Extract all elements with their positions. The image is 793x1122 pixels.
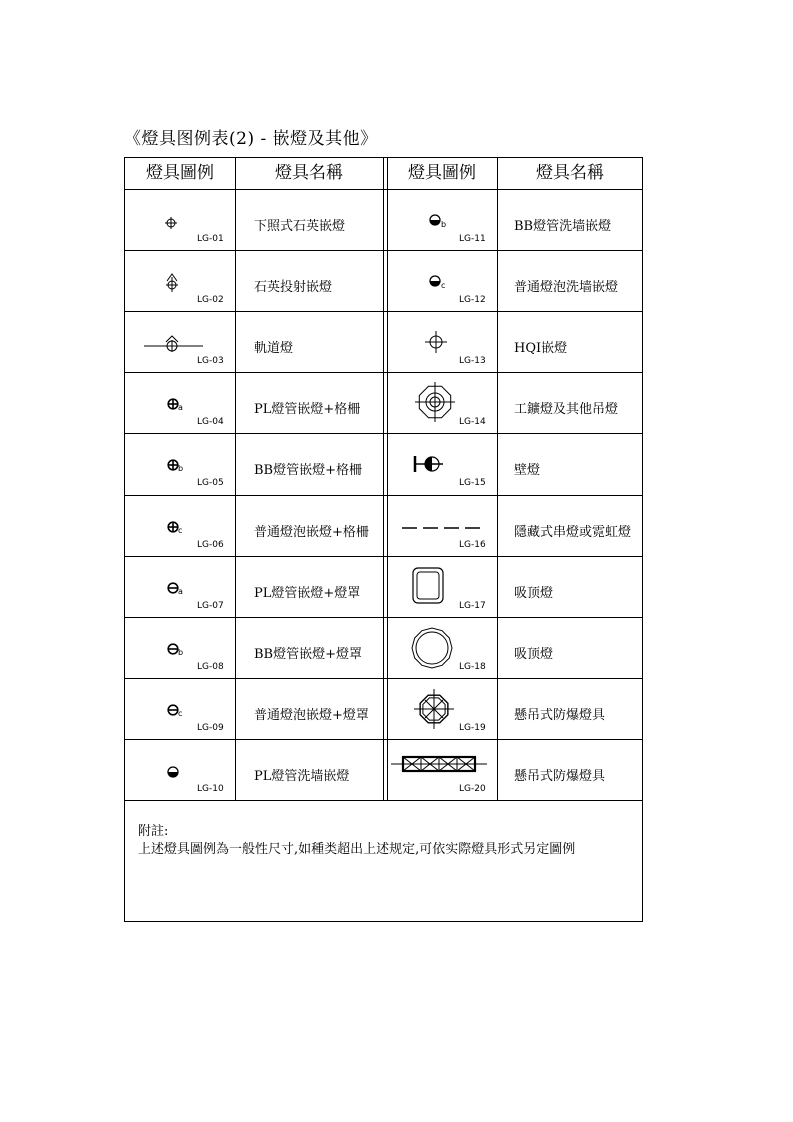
legend-code: LG-12 [459, 295, 486, 306]
explosion-proof-pendant-symbol [414, 689, 454, 729]
legend-code: LG-03 [197, 356, 224, 367]
covered-downlight-symbol [168, 583, 178, 593]
legend-code: LG-09 [197, 722, 224, 733]
pendant-light-symbol [415, 382, 455, 422]
spot-recessed-symbol [166, 274, 178, 292]
legend-code: LG-01 [197, 234, 224, 244]
note-text: 上述燈具圖例為一般性尺寸,如種类超出上述规定,可依实際燈具形式另定圖例 [138, 842, 576, 857]
legend-code: LG-16 [459, 539, 486, 550]
explosion-proof-linear-symbol [391, 757, 487, 771]
legend-code: LG-08 [197, 661, 224, 672]
wall-washer-symbol [430, 276, 440, 286]
covered-downlight-symbol [168, 705, 178, 715]
row-divider [125, 800, 643, 801]
legend-name: 懸吊式防爆燈具 [514, 707, 606, 723]
symbol-subscript: b [178, 464, 184, 474]
legend-code: LG-15 [459, 478, 486, 489]
legend-code: LG-17 [459, 600, 486, 611]
legend-name: 隱藏式串燈或霓虹燈 [514, 524, 632, 540]
symbol-subscript: b [441, 220, 447, 229]
legend-name: PL燈管嵌燈+燈罩 [254, 585, 361, 601]
page-title: 《燈具图例表(2) - 嵌燈及其他》 [124, 129, 378, 149]
grille-downlight-symbol [168, 460, 178, 470]
note-label: 附註: [138, 824, 169, 839]
recessed-downlight-symbol [165, 217, 177, 229]
hqi-downlight-symbol [425, 331, 447, 353]
legend-name: 普通燈泡嵌燈+燈罩 [254, 707, 369, 723]
wall-light-symbol [415, 456, 443, 472]
legend-code: LG-10 [197, 783, 224, 794]
legend-code: LG-06 [197, 539, 224, 550]
legend-name: 軌道燈 [254, 341, 294, 357]
ceiling-light-round-symbol [412, 628, 452, 668]
wall-washer-symbol [168, 767, 178, 777]
grille-downlight-symbol [168, 522, 178, 532]
legend-code: LG-11 [459, 234, 486, 244]
grille-downlight-symbol [168, 399, 178, 409]
legend-table [124, 157, 643, 922]
legend-code: LG-05 [197, 478, 224, 489]
symbol-subscript: c [178, 708, 183, 718]
column-divider [497, 158, 498, 800]
wall-washer-symbol [430, 215, 440, 225]
center-divider [383, 158, 384, 800]
track-light-symbol [144, 336, 203, 352]
legend-name: 普通燈泡嵌燈+格柵 [254, 524, 369, 540]
legend-code: LG-04 [197, 417, 224, 428]
legend-code: LG-19 [459, 722, 486, 733]
header-symbol-left: 燈具圖例 [146, 163, 214, 183]
ceiling-light-square-symbol [413, 568, 443, 603]
legend-code: LG-18 [459, 661, 486, 672]
legend-name: 懸吊式防爆燈具 [514, 768, 606, 784]
legend-name: 石英投射嵌燈 [254, 280, 333, 296]
covered-downlight-symbol [168, 644, 178, 654]
symbol-subscript: c [441, 281, 446, 291]
legend-code: LG-14 [459, 417, 486, 428]
legend-name: HQI嵌燈 [514, 341, 568, 357]
legend-name: 吸顶燈 [514, 646, 554, 662]
header-name-right: 燈具名稱 [536, 163, 604, 183]
header-symbol-right: 燈具圖例 [408, 163, 476, 183]
legend-name: 工鑛燈及其他吊燈 [514, 402, 619, 418]
symbol-subscript: a [178, 586, 183, 596]
symbol-subscript: b [178, 647, 184, 657]
legend-name: PL燈管嵌燈+格柵 [254, 402, 361, 418]
legend-code: LG-13 [459, 356, 486, 367]
column-divider [235, 158, 236, 800]
legend-name: BB燈管嵌燈+燈罩 [254, 646, 362, 662]
legend-name: 普通燈泡洗墙嵌燈 [514, 280, 619, 296]
legend-name: BB燈管洗墙嵌燈 [514, 219, 612, 234]
legend-code: LG-07 [197, 600, 224, 611]
legend-name: BB燈管嵌燈+格柵 [254, 463, 362, 479]
legend-name: 吸顶燈 [514, 585, 554, 601]
legend-code: LG-20 [459, 783, 486, 794]
symbol-subscript: a [178, 403, 183, 413]
symbol-subscript: c [178, 525, 183, 535]
legend-code: LG-02 [197, 295, 224, 306]
header-name-left: 燈具名稱 [275, 163, 343, 183]
legend-name: PL燈管洗墙嵌燈 [254, 768, 350, 784]
legend-name: 下照式石英嵌燈 [254, 219, 346, 234]
legend-name: 壁燈 [514, 463, 541, 479]
